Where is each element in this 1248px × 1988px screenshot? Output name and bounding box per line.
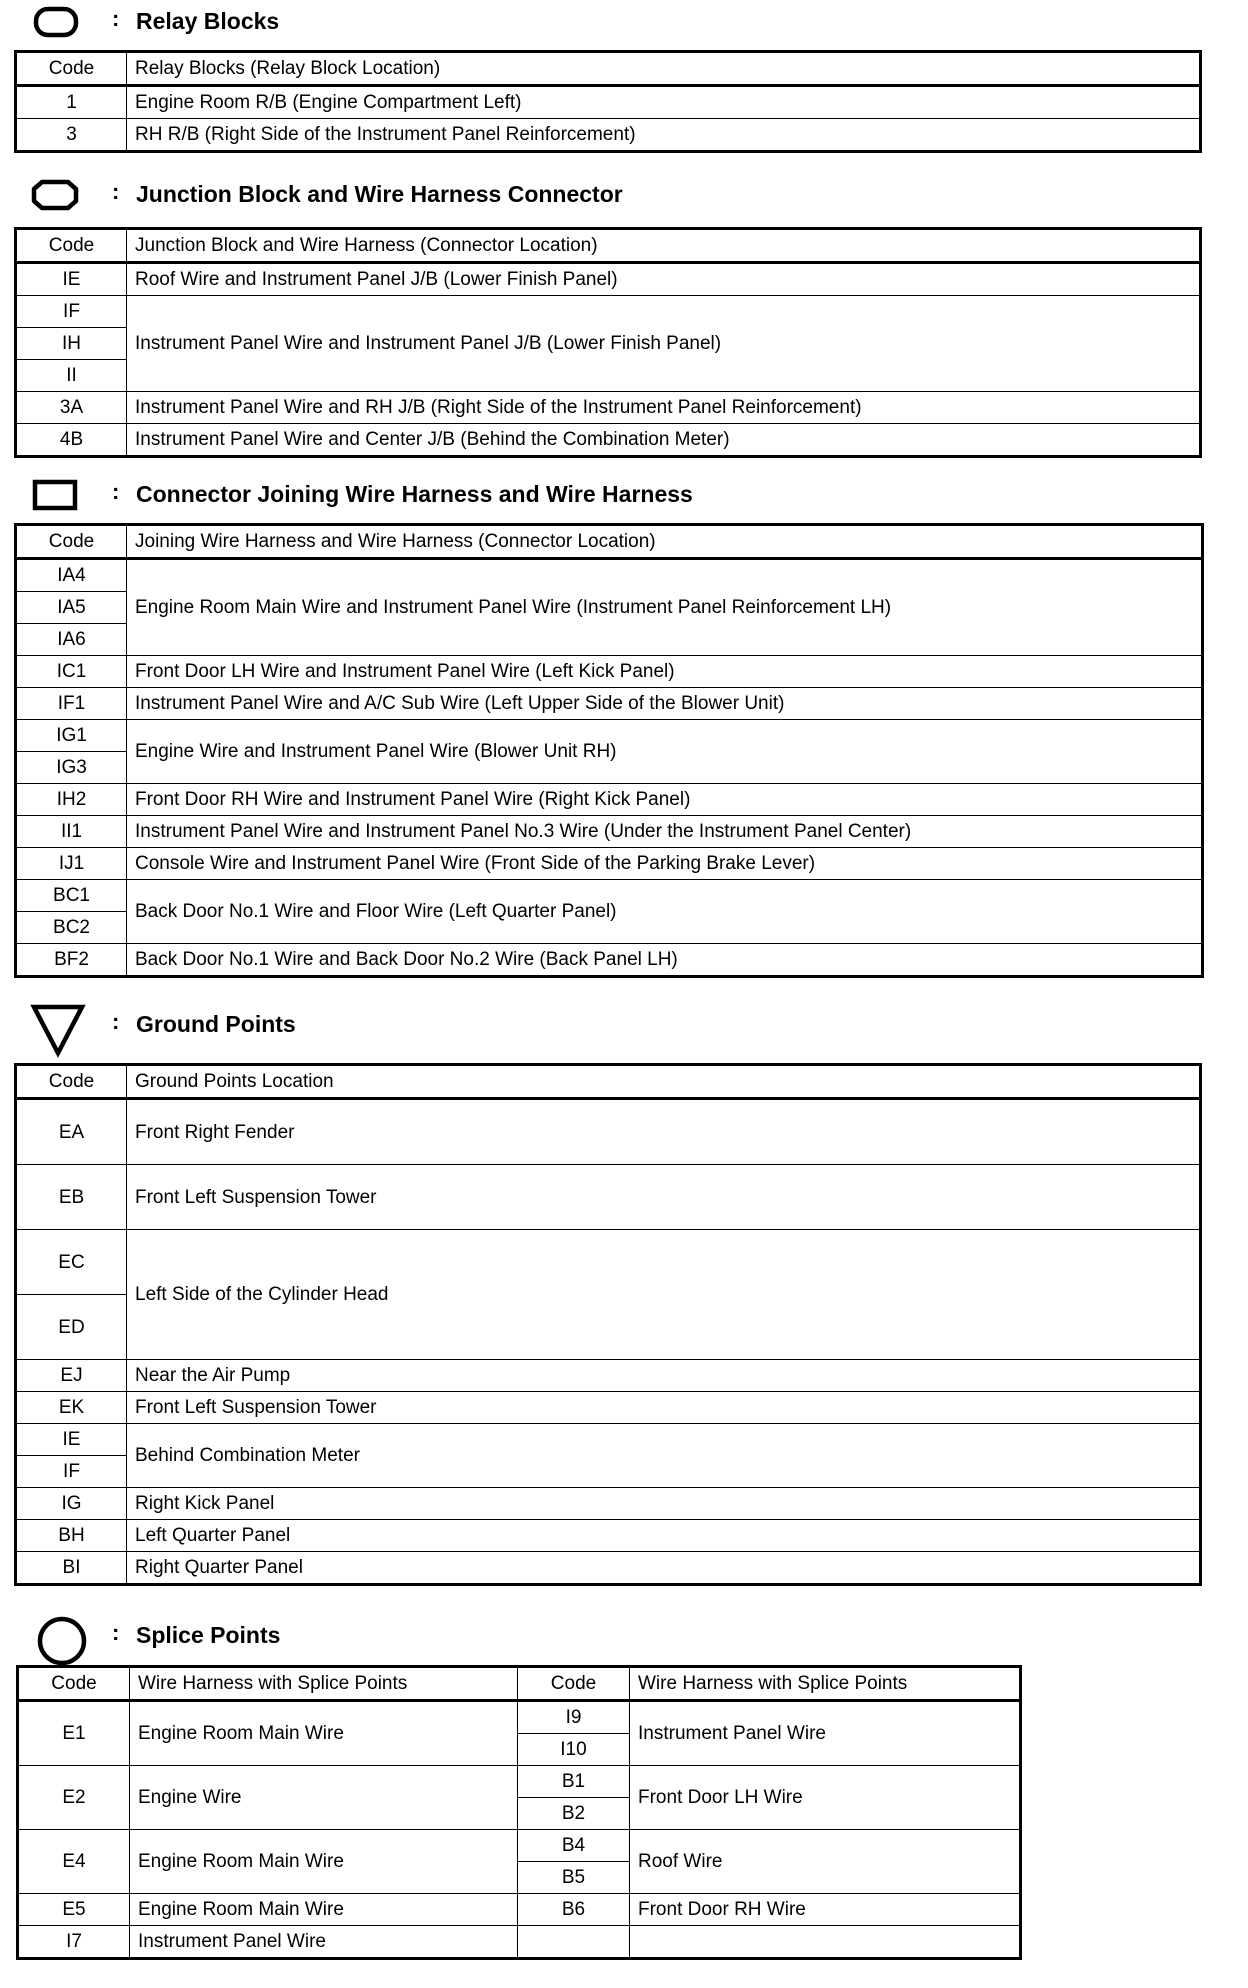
table-row: [16, 86, 1201, 119]
row-code: B2: [518, 1798, 630, 1830]
table-header-row: [18, 1667, 1021, 1701]
table-header-row: [16, 52, 1201, 86]
table-row: [16, 1099, 1201, 1165]
table-row: [16, 688, 1203, 720]
row-location: Front Door RH Wire and Instrument Panel Wire (Right Kick Panel): [127, 784, 1203, 816]
relay-block-symbol-icon: [30, 4, 80, 40]
row-code: I7: [18, 1926, 130, 1959]
row-location: RH R/B (Right Side of the Instrument Panel Reinforcement): [127, 119, 1201, 152]
table-row: [16, 119, 1201, 152]
row-code: BC1: [16, 880, 127, 912]
ground-points-title: Ground Points: [136, 1011, 296, 1037]
table-row: [18, 1830, 1021, 1862]
table-row: [16, 559, 1203, 592]
ground-point-triangle-icon: [30, 1003, 86, 1059]
table-row: [16, 1488, 1201, 1520]
row-code: IE: [16, 1424, 127, 1456]
splice-points-title: Splice Points: [136, 1622, 281, 1648]
junction-blocks-colon: :: [112, 179, 120, 204]
header-code: Code: [16, 52, 127, 86]
row-location: Instrument Panel Wire and Instrument Panel J/B (Lower Finish Panel): [127, 296, 1201, 392]
row-code: I10: [518, 1734, 630, 1766]
row-code: EK: [16, 1392, 127, 1424]
row-wire-harness: Front Door RH Wire: [630, 1894, 1021, 1926]
connectors-table: [14, 523, 1204, 978]
row-location: Left Quarter Panel: [127, 1520, 1201, 1552]
row-location: Front Door LH Wire and Instrument Panel Wire (Left Kick Panel): [127, 656, 1203, 688]
row-wire-harness: Engine Room Main Wire: [130, 1830, 518, 1894]
table-row: [16, 296, 1201, 328]
header-wire-harness: Wire Harness with Splice Points: [130, 1667, 518, 1701]
row-wire-harness: Engine Room Main Wire: [130, 1894, 518, 1926]
row-code: B1: [518, 1766, 630, 1798]
junction-blocks-title: Junction Block and Wire Harness Connector: [136, 181, 623, 207]
row-code: 3A: [16, 392, 127, 424]
row-location: Front Left Suspension Tower: [127, 1165, 1201, 1230]
row-code: IH2: [16, 784, 127, 816]
row-code: BC2: [16, 912, 127, 944]
header-location: Joining Wire Harness and Wire Harness (Connector Location): [127, 525, 1203, 559]
header-code: Code: [16, 229, 127, 263]
table-row: [18, 1926, 1021, 1959]
row-code: IJ1: [16, 848, 127, 880]
row-location: Right Quarter Panel: [127, 1552, 1201, 1585]
row-code: IF1: [16, 688, 127, 720]
row-wire-harness-empty: [630, 1926, 1021, 1959]
connectors-colon: :: [112, 479, 120, 504]
table-header-row: [16, 1065, 1201, 1099]
row-code: E4: [18, 1830, 130, 1894]
row-code: BF2: [16, 944, 127, 977]
table-row: [16, 1552, 1201, 1585]
row-code: IC1: [16, 656, 127, 688]
row-code: II: [16, 360, 127, 392]
table-row: [16, 1230, 1201, 1295]
table-row: [16, 816, 1203, 848]
row-code: EJ: [16, 1360, 127, 1392]
row-location: Near the Air Pump: [127, 1360, 1201, 1392]
row-code: EA: [16, 1099, 127, 1165]
relay-blocks-colon: :: [112, 6, 120, 31]
row-location: Back Door No.1 Wire and Back Door No.2 Wire (Back Panel LH): [127, 944, 1203, 977]
header-code: Code: [518, 1667, 630, 1701]
table-row: [16, 263, 1201, 296]
row-code: 4B: [16, 424, 127, 457]
row-code: I9: [518, 1701, 630, 1734]
header-code: Code: [18, 1667, 130, 1701]
table-row: [16, 424, 1201, 457]
row-wire-harness: Engine Wire: [130, 1766, 518, 1830]
row-code: 3: [16, 119, 127, 152]
junction-blocks-table: [14, 227, 1202, 458]
row-code: IG1: [16, 720, 127, 752]
row-code: IH: [16, 328, 127, 360]
table-row: [16, 1520, 1201, 1552]
row-location: Engine Room R/B (Engine Compartment Left): [127, 86, 1201, 119]
row-code: EB: [16, 1165, 127, 1230]
header-code: Code: [16, 1065, 127, 1099]
header-wire-harness: Wire Harness with Splice Points: [630, 1667, 1021, 1701]
header-location: Junction Block and Wire Harness (Connector Location): [127, 229, 1201, 263]
row-code: IF: [16, 296, 127, 328]
table-row: [18, 1894, 1021, 1926]
row-code: IA6: [16, 624, 127, 656]
table-row: [16, 848, 1203, 880]
row-location: Roof Wire and Instrument Panel J/B (Lower Finish Panel): [127, 263, 1201, 296]
row-location: Behind Combination Meter: [127, 1424, 1201, 1488]
header-code: Code: [16, 525, 127, 559]
row-location: Right Kick Panel: [127, 1488, 1201, 1520]
ground-points-table: [14, 1063, 1202, 1586]
row-code: IG3: [16, 752, 127, 784]
row-location: Front Right Fender: [127, 1099, 1201, 1165]
splice-points-table: [16, 1665, 1022, 1960]
table-row: [18, 1701, 1021, 1734]
row-location: Engine Wire and Instrument Panel Wire (Blower Unit RH): [127, 720, 1203, 784]
row-code: BH: [16, 1520, 127, 1552]
connectors-title: Connector Joining Wire Harness and Wire Harness: [136, 481, 693, 507]
row-location: Instrument Panel Wire and Center J/B (Behind the Combination Meter): [127, 424, 1201, 457]
row-code: IA4: [16, 559, 127, 592]
row-code: IE: [16, 263, 127, 296]
row-location: Console Wire and Instrument Panel Wire (Front Side of the Parking Brake Lever): [127, 848, 1203, 880]
row-location: Instrument Panel Wire and RH J/B (Right Side of the Instrument Panel Reinforcement): [127, 392, 1201, 424]
table-row: [16, 720, 1203, 752]
row-location: Back Door No.1 Wire and Floor Wire (Left Quarter Panel): [127, 880, 1203, 944]
junction-block-symbol-icon: [30, 177, 80, 213]
table-row: [16, 1392, 1201, 1424]
row-code: IA5: [16, 592, 127, 624]
row-code: B5: [518, 1862, 630, 1894]
row-wire-harness: Instrument Panel Wire: [130, 1926, 518, 1959]
table-header-row: [16, 229, 1201, 263]
table-row: [16, 1424, 1201, 1456]
table-header-row: [16, 525, 1203, 559]
table-row: [16, 1165, 1201, 1230]
header-location: Ground Points Location: [127, 1065, 1201, 1099]
row-code: B6: [518, 1894, 630, 1926]
table-row: [18, 1766, 1021, 1798]
row-code: 1: [16, 86, 127, 119]
row-wire-harness: Instrument Panel Wire: [630, 1701, 1021, 1766]
row-code: E2: [18, 1766, 130, 1830]
row-wire-harness: Engine Room Main Wire: [130, 1701, 518, 1766]
table-row: [16, 392, 1201, 424]
row-code: IF: [16, 1456, 127, 1488]
row-location: Left Side of the Cylinder Head: [127, 1230, 1201, 1360]
row-code: B4: [518, 1830, 630, 1862]
table-row: [16, 880, 1203, 912]
connector-symbol-icon: [30, 477, 80, 513]
splice-points-colon: :: [112, 1620, 120, 1645]
row-wire-harness: Front Door LH Wire: [630, 1766, 1021, 1830]
table-row: [16, 784, 1203, 816]
table-row: [16, 656, 1203, 688]
row-code: II1: [16, 816, 127, 848]
row-code: IG: [16, 1488, 127, 1520]
table-row: [16, 944, 1203, 977]
relay-blocks-title: Relay Blocks: [136, 8, 280, 34]
table-row: [16, 1360, 1201, 1392]
row-wire-harness: Roof Wire: [630, 1830, 1021, 1894]
relay-blocks-table: [14, 50, 1202, 153]
ground-points-colon: :: [112, 1009, 120, 1034]
row-code: E1: [18, 1701, 130, 1766]
row-location: Engine Room Main Wire and Instrument Panel Wire (Instrument Panel Reinforcement LH): [127, 559, 1203, 656]
row-location: Front Left Suspension Tower: [127, 1392, 1201, 1424]
row-location: Instrument Panel Wire and A/C Sub Wire (Left Upper Side of the Blower Unit): [127, 688, 1203, 720]
splice-point-circle-icon: [34, 1614, 90, 1668]
row-code-empty: [518, 1926, 630, 1959]
row-code: E5: [18, 1894, 130, 1926]
row-code: ED: [16, 1295, 127, 1360]
row-location: Instrument Panel Wire and Instrument Panel No.3 Wire (Under the Instrument Panel Center): [127, 816, 1203, 848]
row-code: EC: [16, 1230, 127, 1295]
header-location: Relay Blocks (Relay Block Location): [127, 52, 1201, 86]
row-code: BI: [16, 1552, 127, 1585]
